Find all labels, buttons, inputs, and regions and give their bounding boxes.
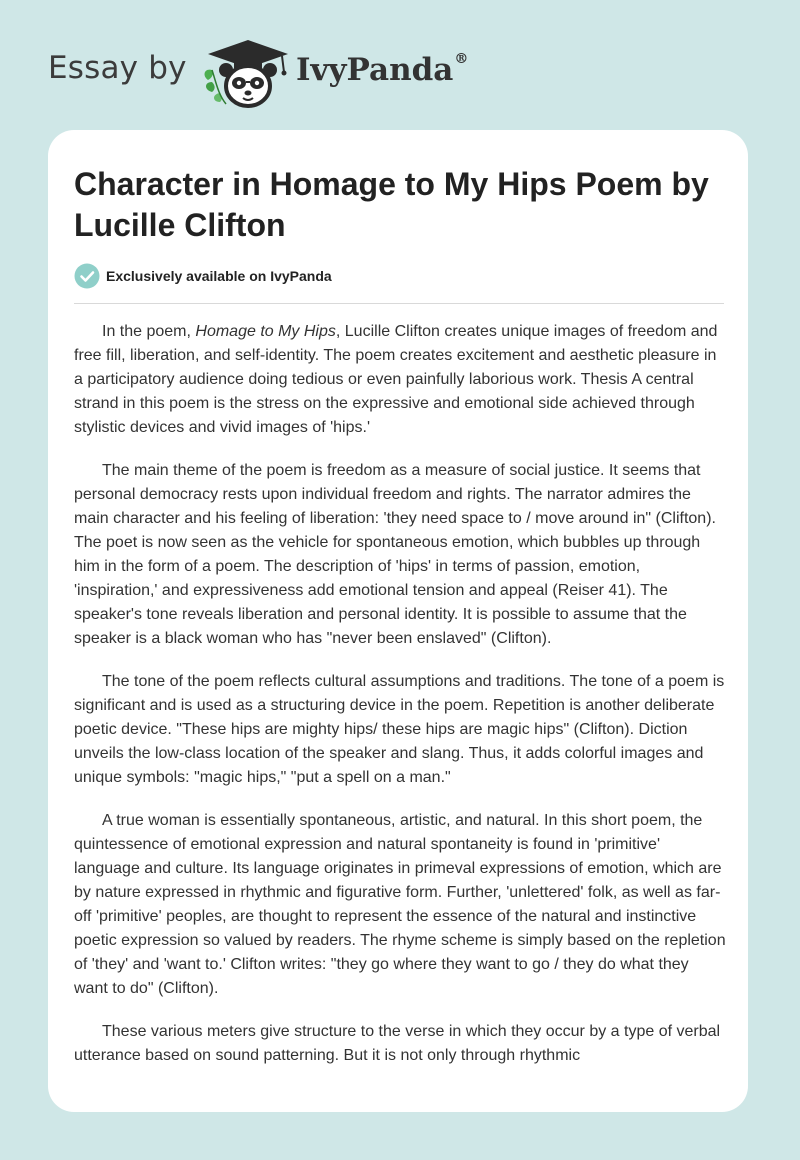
divider (74, 303, 724, 304)
site-header (0, 0, 800, 130)
paragraph-3: The tone of the poem reflects cultural assumptions and traditions. The tone of a poem is significant and is used as a structuring device in the poem. Repetition is another deliberate poetic device. "These hips are mighty hips/ these hips are magic hips" (Clifton). Diction unveils the low-class location of the speaker and slang. Thus, it adds colorful images and unique symbols: "magic hips," "put a spell on a man." (74, 673, 725, 786)
brand-name[interactable]: IvyPanda® (296, 50, 469, 88)
exclusive-label: Exclusively available on IvyPanda (106, 268, 332, 284)
paragraph-5: These various meters give structure to the verse in which they occur by a type of verbal utterance based on sound patterning. But it is not only through rhythmic (74, 1023, 721, 1064)
essay-card (48, 130, 748, 1112)
exclusive-badge (74, 262, 332, 290)
essay-title: Character in Homage to My Hips Poem by Lucille Clifton (74, 166, 709, 243)
check-badge-icon (74, 263, 100, 289)
poem-title: Homage to My Hips (195, 323, 336, 340)
paragraph-1: In the poem, Homage to My Hips, Lucille Clifton creates unique images of freedom and free fill, liberation, and self-identity. The poem creates excitement and aesthetic pleasure in a participatory audience doing tedious or even painfully laborious work. Thesis A central strand in this poem is the stress on the expressive and emotional side achieved through stylistic devices and vivid images of 'hips.' (74, 323, 718, 436)
essay-body (74, 320, 726, 1087)
paragraph-2: The main theme of the poem is freedom as a measure of social justice. It seems that personal democracy rests upon individual freedom and rights. The narrator admires the main character and his feeling of liberation: 'they need space to / move around in" (Clifton). The poet is now seen as the vehicle for spontaneous emotion, which bubbles up through him in the form of a poem. The description of 'hips' in terms of passion, emotion, 'inspiration,' and expressiveness add emotional tension and appeal (Reiser 41). The speaker's tone reveals liberation and personal identity. It is possible to assume that the speaker is a black woman who has "never been enslaved" (Clifton). (74, 462, 716, 647)
brand-prefix: Essay by (48, 50, 187, 86)
panda-graduate-logo-icon[interactable] (200, 36, 296, 110)
paragraph-4: A true woman is essentially spontaneous, artistic, and natural. In this short poem, the quintessence of emotional expression and natural spontaneity is found in 'primitive' language and culture. Its language originates in primeval expressions of emotion, which are by nature expressed in rhythmic and figurative form. Further, 'unlettered' folk, as well as far-off 'primitive' peoples, are thought to represent the essence of the natural and instinctive poetic expression so valued by readers. The rhyme scheme is simply based on the repletion of 'they' and 'want to.' Clifton writes: "they go where they want to go / they do what they want to do" (Clifton). (74, 812, 726, 997)
